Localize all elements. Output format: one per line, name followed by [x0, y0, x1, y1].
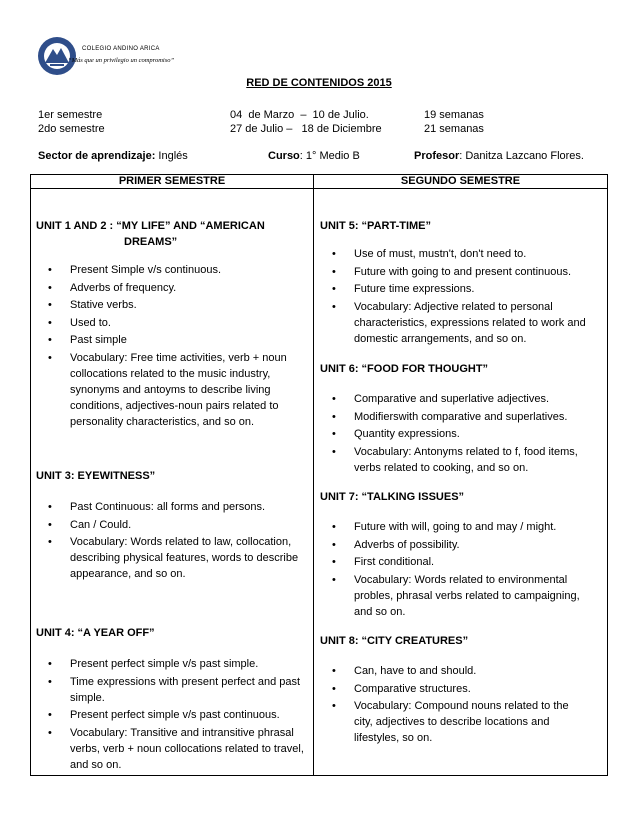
unit-1-2-list	[36, 262, 308, 430]
profesor-label: Profesor	[414, 150, 460, 162]
list-item: • Past Continuous: all forms and persons.	[36, 499, 308, 515]
list-item: • Adverbs of possibility.	[320, 537, 586, 553]
list-item: • Present perfect simple v/s past simple.	[36, 656, 308, 672]
school-name: COLEGIO ANDINO ARICA	[82, 46, 160, 52]
unit-7	[320, 489, 605, 621]
unit-4-title: UNIT 4: “A YEAR OFF”	[36, 627, 155, 639]
unit-5-list	[320, 246, 586, 347]
primer-semestre-column	[31, 189, 314, 776]
sector-value: Inglés	[155, 150, 188, 162]
list-item: • Past simple	[36, 332, 308, 348]
list-item: • Vocabulary: Words related to law, collocation, describing physical features, words to describe appearance, and so on.	[36, 534, 308, 582]
unit-6-title: UNIT 6: “FOOD FOR THOUGHT”	[320, 363, 489, 375]
list-item: • Future time expressions.	[320, 281, 586, 297]
curso-label: Curso	[268, 150, 300, 162]
list-item: • Vocabulary: Adjective related to personal characteristics, expressions related to work and domestic arrangements, and so on.	[320, 299, 586, 347]
school-logo	[36, 35, 78, 77]
profesor-value: : Danitza Lazcano Flores.	[459, 150, 584, 162]
list-item: • Vocabulary: Antonyms related to f, food items, verbs related to cooking, and so on.	[320, 444, 586, 476]
list-item: • Future with will, going to and may / might.	[320, 519, 586, 535]
semester-2-name: 2do semestre	[38, 123, 105, 135]
list-item: • Future with going to and present continuous.	[320, 264, 586, 280]
unit-3-list	[36, 499, 308, 582]
semester-1-weeks: 19 semanas	[424, 109, 484, 121]
unit-3-title: UNIT 3: EYEWITNESS”	[36, 470, 156, 482]
list-item: • Time expressions with present perfect and past simple.	[36, 674, 308, 706]
unit-8-title: UNIT 8: “CITY CREATURES”	[320, 635, 469, 647]
list-item: • Vocabulary: Compound nouns related to the city, adjectives to describe locations and lifestyles, so on.	[320, 698, 570, 746]
list-item: • Can / Could.	[36, 517, 308, 533]
sector-info	[38, 150, 188, 162]
unit-5	[320, 218, 605, 348]
unit-8	[320, 633, 605, 748]
curso-info	[268, 150, 360, 162]
unit-1-2-title-line1: UNIT 1 AND 2 : “MY LIFE” AND “AMERICAN	[36, 220, 265, 232]
header-primer-semestre: PRIMER SEMESTRE	[31, 175, 314, 189]
unit-7-list	[320, 519, 586, 620]
list-item: • Adverbs of frequency.	[36, 280, 308, 296]
document-title: RED DE CONTENIDOS 2015	[246, 77, 392, 89]
unit-8-list	[320, 663, 570, 746]
list-item: • Comparative structures.	[320, 681, 570, 697]
unit-1-2	[36, 218, 311, 431]
list-item: • Vocabulary: Free time activities, verb + noun collocations related to the music industry, synonyms and antoyms to describe living conditions, adjectives-noun pairs related to personality characteristics, and so on.	[36, 350, 308, 430]
unit-7-title: UNIT 7: “TALKING ISSUES”	[320, 491, 465, 503]
curso-value: : 1° Medio B	[299, 150, 360, 162]
unit-3	[36, 468, 311, 584]
list-item: • Can, have to and should.	[320, 663, 570, 679]
semester-1-dates: 04 de Marzo – 10 de Julio.	[230, 109, 369, 121]
school-motto: “Más que un privilegio un compromiso”	[68, 57, 175, 64]
list-item: • Comparative and superlative adjectives.	[320, 391, 586, 407]
header-segundo-semestre: SEGUNDO SEMESTRE	[314, 175, 608, 189]
list-item: • Quantity expressions.	[320, 426, 586, 442]
list-item: • Modifierswith comparative and superlatives.	[320, 409, 586, 425]
semester-2-dates: 27 de Julio – 18 de Diciembre	[230, 123, 382, 135]
list-item: • Present Simple v/s continuous.	[36, 262, 308, 278]
list-item: • Vocabulary: Transitive and intransitive phrasal verbs, verb + noun collocations related to travel, and so on.	[36, 725, 308, 773]
semester-1-name: 1er semestre	[38, 109, 103, 121]
list-item: • First conditional.	[320, 554, 586, 570]
list-item: • Vocabulary: Words related to environmental probles, phrasal verbs related to campaigning, and so on.	[320, 572, 586, 620]
list-item: • Use of must, mustn't, don't need to.	[320, 246, 586, 262]
list-item: • Present perfect simple v/s past continuous.	[36, 707, 308, 723]
list-item: • Stative verbs.	[36, 297, 308, 313]
unit-4	[36, 625, 311, 774]
list-item: • Used to.	[36, 315, 308, 331]
semester-2-weeks: 21 semanas	[424, 123, 484, 135]
segundo-semestre-column	[314, 189, 608, 776]
sector-label: Sector de aprendizaje:	[38, 150, 156, 162]
unit-6	[320, 361, 605, 477]
unit-6-list	[320, 391, 586, 476]
unit-5-title: UNIT 5: “PART-TIME”	[320, 220, 432, 232]
unit-1-2-title-line2: DREAMS”	[124, 236, 178, 248]
contents-table	[30, 174, 608, 776]
unit-4-list	[36, 656, 308, 773]
profesor-info	[414, 150, 584, 162]
